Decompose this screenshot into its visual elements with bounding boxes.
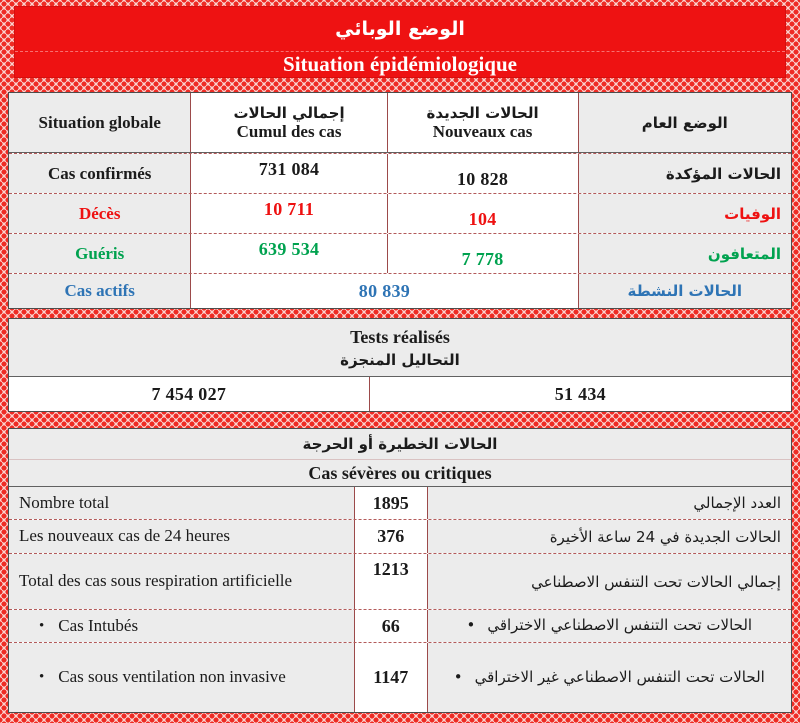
confirmed-label-ar: الحالات المؤكدة — [578, 154, 791, 193]
recovered-new-value: 7 778 — [387, 234, 578, 273]
table-row-active — [9, 273, 791, 308]
global-situation-table — [8, 92, 792, 309]
active-total-value: 80 839 — [190, 274, 577, 308]
severe-row-intubated — [9, 609, 791, 642]
header-situation-globale: Situation globale — [9, 93, 190, 152]
report-title-arabic: الوضع الوبائي — [335, 18, 465, 40]
tests-title-french: Tests réalisés — [350, 326, 450, 347]
header-nouveaux-cas — [387, 93, 578, 152]
deaths-new-value: 104 — [387, 194, 578, 233]
confirmed-cumul-value: 731 084 — [190, 154, 386, 193]
severe-cases-table — [8, 428, 792, 713]
header-situation-arabic: الوضع العام — [578, 93, 791, 152]
tests-values-row — [9, 377, 791, 411]
confirmed-label-fr: Cas confirmés — [9, 154, 190, 193]
severe-intubated-label-ar: • الحالات تحت التنفس الاصطناعي الاختراقي — [427, 610, 791, 642]
deaths-label-fr: Décès — [9, 194, 190, 233]
severe-noninvasive-label-ar: • الحالات تحت التنفس الاصطناعي غير الاختراقي — [427, 643, 791, 712]
table-row-recovered — [9, 233, 791, 273]
severe-respiration-label-fr: Total des cas sous respiration artificielle — [9, 554, 354, 609]
severe-row-new24h — [9, 519, 791, 553]
deaths-cumul-value: 10 711 — [190, 194, 386, 233]
severe-total-label-fr: Nombre total — [9, 487, 354, 519]
severe-new24h-label-ar: الحالات الجديدة في 24 ساعة الأخيرة — [427, 520, 791, 553]
severe-noninvasive-value: 1147 — [354, 643, 427, 712]
tests-new-value: 51 434 — [369, 377, 791, 411]
confirmed-new-value: 10 828 — [387, 154, 578, 193]
severe-noninvasive-label-fr: • Cas sous ventilation non invasive — [9, 643, 354, 712]
severe-intubated-label-fr: • Cas Intubés — [9, 610, 354, 642]
header-nouveaux-arabic: الحالات الجديدة — [426, 103, 539, 122]
tests-table — [8, 318, 792, 412]
severe-total-label-ar: العدد الإجمالي — [427, 487, 791, 519]
severe-intubated-value: 66 — [354, 610, 427, 642]
header-cumul-arabic: إجمالي الحالات — [233, 103, 345, 122]
active-label-fr: Cas actifs — [9, 274, 190, 308]
tests-header — [9, 319, 791, 377]
severe-title-arabic: الحالات الخطيرة أو الحرجة — [9, 429, 791, 459]
tests-cumul-value: 7 454 027 — [151, 383, 227, 404]
header-nouveaux-french: Nouveaux cas — [432, 121, 533, 141]
table-row-confirmed — [9, 153, 791, 193]
report-title-banner — [14, 6, 786, 78]
severe-respiration-label-ar: إجمالي الحالات تحت التنفس الاصطناعي — [427, 554, 791, 609]
active-label-ar: الحالات النشطة — [578, 274, 791, 308]
recovered-label-ar: المتعافون — [578, 234, 791, 273]
severe-total-value: 1895 — [354, 487, 427, 519]
deaths-label-ar: الوفيات — [578, 194, 791, 233]
table-row-deaths — [9, 193, 791, 233]
severe-row-respiration — [9, 553, 791, 609]
severe-respiration-value: 1213 — [354, 554, 427, 609]
report-title-french: Situation épidémiologique — [15, 51, 785, 77]
table-header-row — [9, 93, 791, 153]
severe-row-total — [9, 487, 791, 519]
severe-new24h-value: 376 — [354, 520, 427, 553]
tests-title-arabic: التحاليل المنجزة — [340, 350, 460, 369]
header-cumul-des-cas — [190, 93, 386, 152]
recovered-label-fr: Guéris — [9, 234, 190, 273]
recovered-cumul-value: 639 534 — [190, 234, 386, 273]
severe-title-french: Cas sévères ou critiques — [9, 459, 791, 487]
header-cumul-french: Cumul des cas — [236, 121, 342, 141]
severe-new24h-label-fr: Les nouveaux cas de 24 heures — [9, 520, 354, 553]
severe-row-noninvasive — [9, 642, 791, 712]
